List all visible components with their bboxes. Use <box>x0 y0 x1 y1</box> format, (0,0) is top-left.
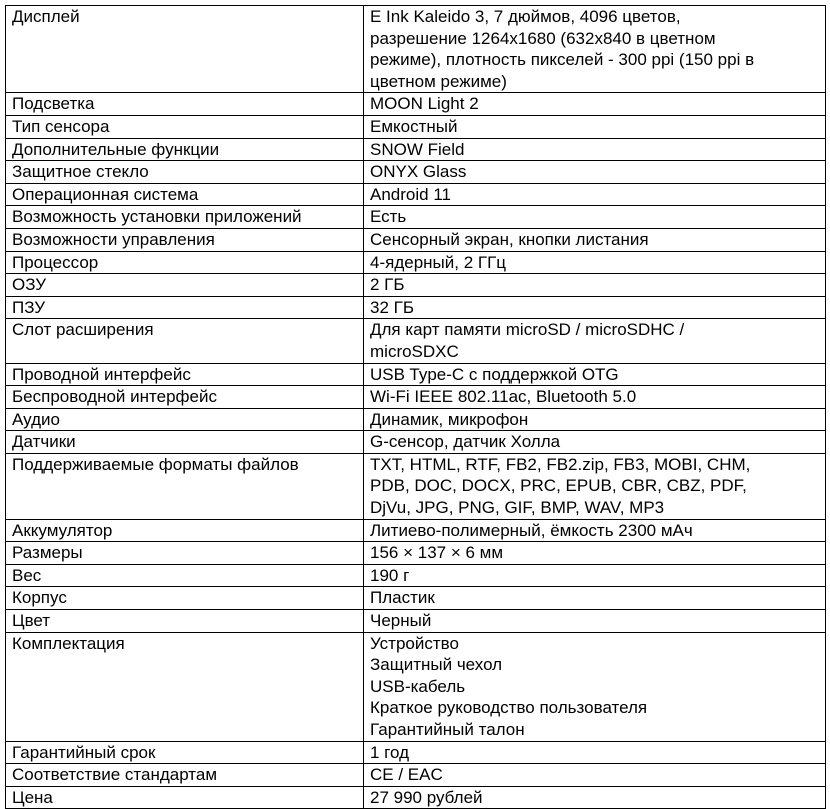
spec-name-cell: ОЗУ <box>6 274 364 297</box>
spec-value-line: разрешение 1264x1680 (632x840 в цветном <box>370 28 716 48</box>
spec-name-cell: Аудио <box>6 408 364 431</box>
spec-value-line: PDB, DOC, DOCX, PRC, EPUB, CBR, CBZ, PDF, <box>370 476 747 496</box>
spec-value-cell <box>364 274 826 297</box>
table-row <box>6 115 826 138</box>
spec-value-cell <box>364 319 826 363</box>
spec-value-line: Черный <box>370 611 432 631</box>
table-row <box>6 610 826 633</box>
spec-name-cell: Гарантийный срок <box>6 741 364 764</box>
table-row <box>6 251 826 274</box>
table-row <box>6 296 826 319</box>
spec-value-cell <box>364 431 826 454</box>
table-row <box>6 363 826 386</box>
spec-value-line: Для карт памяти microSD / microSDHC / <box>370 320 685 340</box>
spec-value-line: Android 11 <box>370 184 451 204</box>
spec-name-cell: Соответствие стандартам <box>6 764 364 787</box>
spec-value-line: Пластик <box>370 588 435 608</box>
spec-value-line: ONYX Glass <box>370 162 467 182</box>
spec-name-cell: Датчики <box>6 431 364 454</box>
spec-name-cell: Комплектация <box>6 632 364 741</box>
spec-value-cell <box>364 564 826 587</box>
spec-value-cell <box>364 228 826 251</box>
spec-value-cell <box>364 542 826 565</box>
table-row <box>6 93 826 116</box>
spec-name-cell: Слот расширения <box>6 319 364 363</box>
table-row <box>6 206 826 229</box>
table-row <box>6 274 826 297</box>
spec-name-cell: Размеры <box>6 542 364 565</box>
table-row <box>6 431 826 454</box>
spec-value-line: CE / EAC <box>370 765 443 785</box>
spec-value-line: USB-кабель <box>370 676 466 696</box>
table-row <box>6 542 826 565</box>
spec-value-cell <box>364 161 826 184</box>
table-row <box>6 319 826 363</box>
spec-value-line: 156 × 137 × 6 мм <box>370 543 504 563</box>
spec-name-cell: Цвет <box>6 610 364 633</box>
spec-value-cell <box>364 408 826 431</box>
table-row <box>6 587 826 610</box>
spec-name-cell: Цена <box>6 786 364 809</box>
table-row <box>6 453 826 519</box>
spec-value-line: Защитный чехол <box>370 655 503 675</box>
spec-value-line: G-сенсор, датчик Холла <box>370 432 561 452</box>
table-row <box>6 741 826 764</box>
table-row <box>6 161 826 184</box>
spec-name-cell: Возможности управления <box>6 228 364 251</box>
spec-value-line: Есть <box>370 207 407 227</box>
spec-name-cell: Беспроводной интерфейс <box>6 386 364 409</box>
spec-value-line: Устройство <box>370 633 459 653</box>
spec-name-cell: Поддерживаемые форматы файлов <box>6 453 364 519</box>
table-row <box>6 564 826 587</box>
spec-value-line: Литиево-полимерный, ёмкость 2300 мАч <box>370 520 693 540</box>
spec-value-cell <box>364 93 826 116</box>
spec-value-cell <box>364 453 826 519</box>
table-row <box>6 786 826 809</box>
spec-value-line: MOON Light 2 <box>370 94 479 114</box>
spec-name-cell: Проводной интерфейс <box>6 363 364 386</box>
spec-value-cell <box>364 115 826 138</box>
spec-value-line: Гарантийный талон <box>370 720 525 739</box>
spec-value-cell <box>364 251 826 274</box>
spec-name-cell: Дополнительные функции <box>6 138 364 161</box>
spec-value-line: DjVu, JPG, PNG, GIF, BMP, WAV, MP3 <box>370 498 665 518</box>
spec-name-cell: Подсветка <box>6 93 364 116</box>
spec-value-line: 1 год <box>370 742 410 762</box>
table-row <box>6 6 826 93</box>
specifications-table <box>5 5 826 809</box>
spec-name-cell: Возможность установки приложений <box>6 206 364 229</box>
spec-value-line: TXT, HTML, RTF, FB2, FB2.zip, FB3, MOBI, CHM, <box>370 454 751 474</box>
spec-value-cell <box>364 786 826 809</box>
spec-value-cell <box>364 764 826 787</box>
spec-name-cell: Процессор <box>6 251 364 274</box>
spec-value-line: Емкостный <box>370 116 458 136</box>
spec-value-line: 190 г <box>370 565 410 585</box>
spec-value-cell <box>364 296 826 319</box>
table-row <box>6 183 826 206</box>
spec-value-line: Сенсорный экран, кнопки листания <box>370 229 649 249</box>
spec-value-line: E Ink Kaleido 3, 7 дюймов, 4096 цветов, <box>370 7 681 26</box>
table-row <box>6 632 826 741</box>
spec-value-line: microSDXC <box>370 341 459 361</box>
spec-value-line: цветном режиме) <box>370 71 507 91</box>
spec-value-line: USB Type-C с поддержкой OTG <box>370 364 619 384</box>
spec-value-line: режиме), плотность пикселей - 300 ppi (150 ppi в <box>370 50 755 70</box>
spec-value-line: 2 ГБ <box>370 275 405 295</box>
spec-value-line: Wi-Fi IEEE 802.11ac, Bluetooth 5.0 <box>370 387 637 407</box>
spec-value-line: Динамик, микрофон <box>370 409 529 429</box>
spec-name-cell: Корпус <box>6 587 364 610</box>
spec-name-cell: Операционная система <box>6 183 364 206</box>
spec-value-cell <box>364 206 826 229</box>
spec-value-line: 4-ядерный, 2 ГГц <box>370 252 507 272</box>
spec-value-cell <box>364 610 826 633</box>
table-row <box>6 408 826 431</box>
spec-value-cell <box>364 632 826 741</box>
specifications-body <box>6 6 826 809</box>
table-row <box>6 519 826 542</box>
spec-name-cell: ПЗУ <box>6 296 364 319</box>
spec-value-cell <box>364 519 826 542</box>
spec-value-cell <box>364 183 826 206</box>
spec-name-cell: Тип сенсора <box>6 115 364 138</box>
spec-value-cell <box>364 587 826 610</box>
spec-value-line: Краткое руководство пользователя <box>370 698 648 718</box>
spec-name-cell: Дисплей <box>6 6 364 93</box>
spec-name-cell: Аккумулятор <box>6 519 364 542</box>
spec-value-cell <box>364 386 826 409</box>
spec-name-cell: Защитное стекло <box>6 161 364 184</box>
table-row <box>6 386 826 409</box>
spec-value-line: 32 ГБ <box>370 297 414 317</box>
spec-value-cell <box>364 741 826 764</box>
table-row <box>6 138 826 161</box>
table-row <box>6 764 826 787</box>
table-row <box>6 228 826 251</box>
spec-value-cell <box>364 138 826 161</box>
spec-value-line: 27 990 рублей <box>370 787 483 807</box>
spec-value-cell <box>364 363 826 386</box>
spec-value-line: SNOW Field <box>370 139 465 159</box>
spec-value-cell <box>364 6 826 93</box>
spec-name-cell: Вес <box>6 564 364 587</box>
